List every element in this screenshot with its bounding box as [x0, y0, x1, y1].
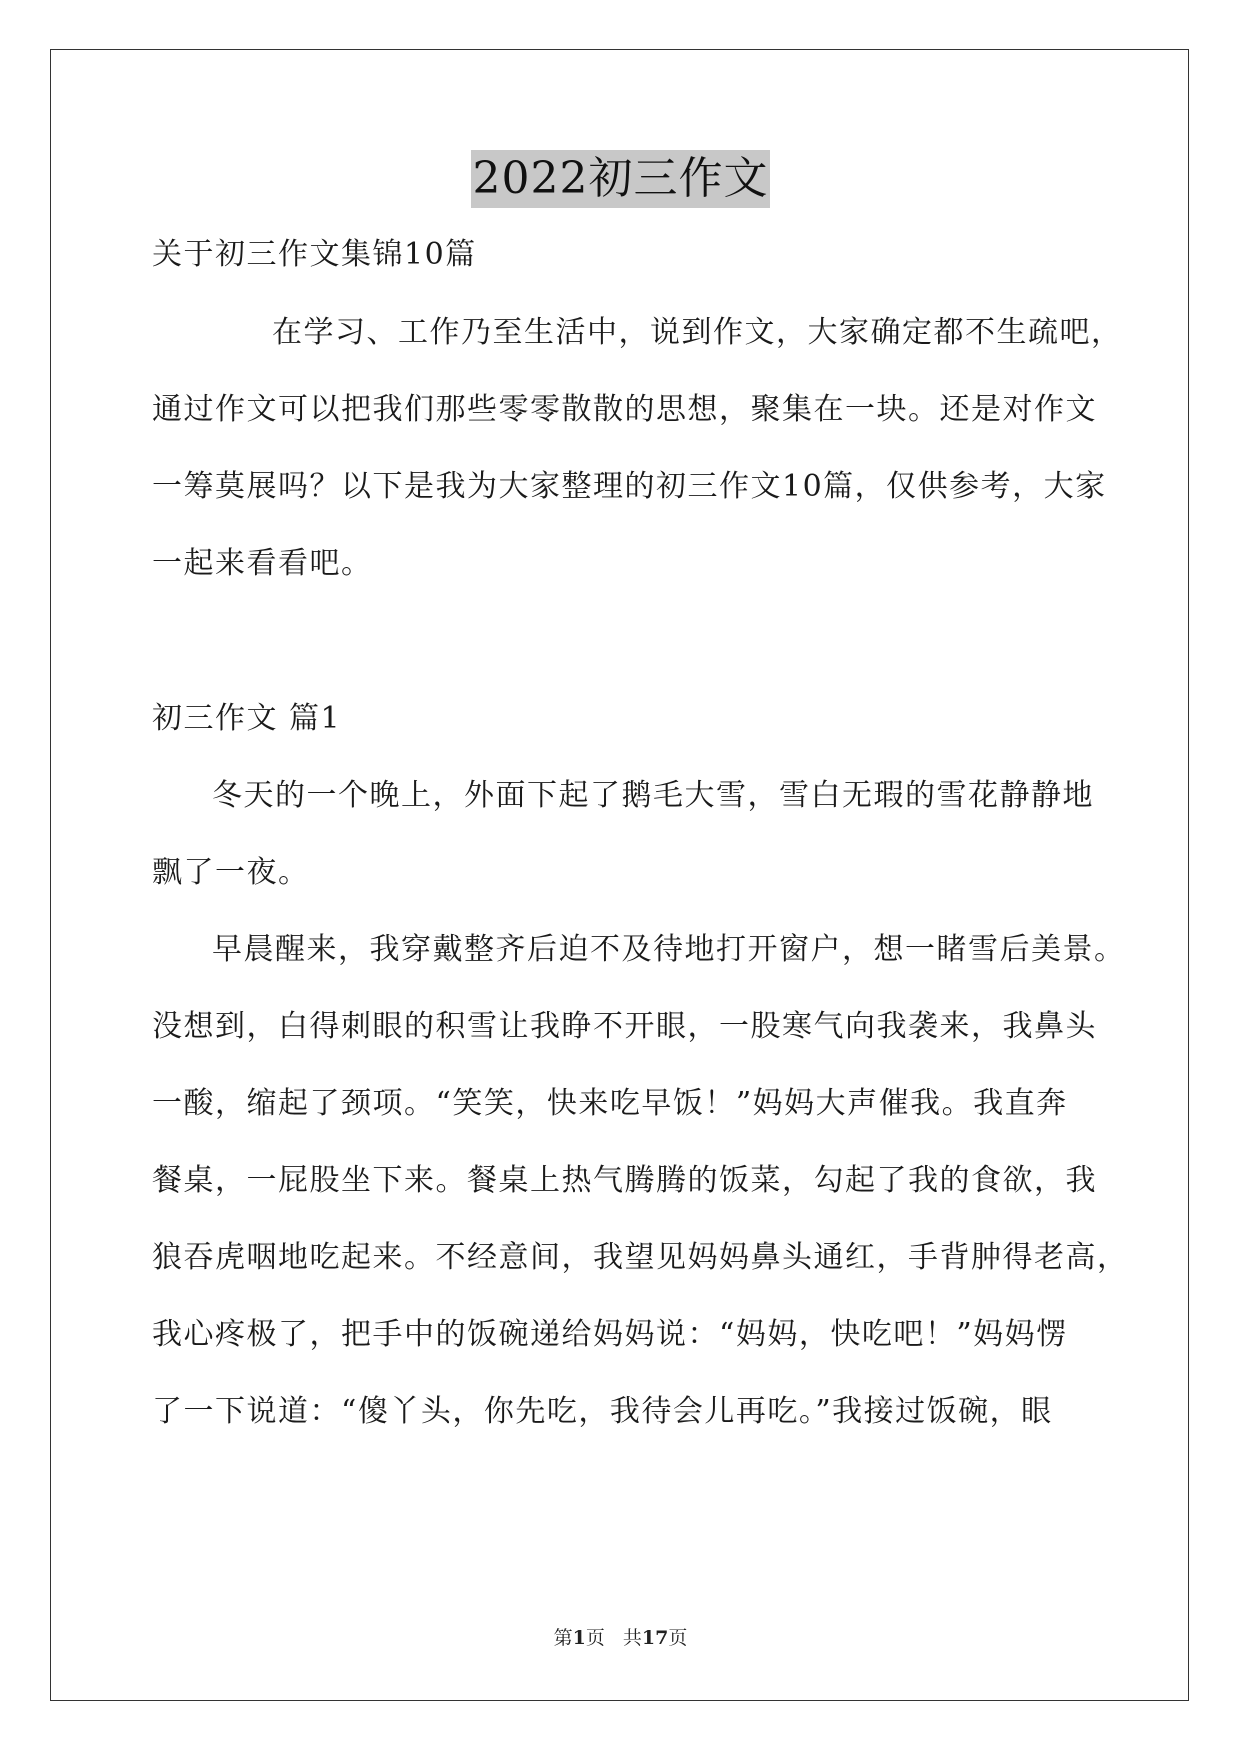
document-subtitle: 关于初三作文集锦10篇 [152, 237, 477, 272]
body-line-1: 冬天的一个晚上，外面下起了鹅毛大雪，雪白无瑕的雪花静静地 [212, 778, 1094, 813]
page-current: 1 [572, 1627, 586, 1649]
body-line-3: 早晨醒来，我穿戴整齐后迫不及待地打开窗户，想一睹雪后美景。 [212, 932, 1126, 967]
intro-line-1: 在学习、工作乃至生活中，说到作文，大家确定都不生疏吧， [272, 315, 1123, 350]
page-suffix: 页 [585, 1627, 605, 1649]
intro-line-4: 一起来看看吧。 [152, 546, 373, 581]
page-total: 17 [641, 1627, 669, 1649]
body-line-7: 狼吞虎咽地吃起来。不经意间，我望见妈妈鼻头通红，手背肿得老高， [152, 1240, 1129, 1275]
intro-line-3: 一筹莫展吗？以下是我为大家整理的初三作文10篇，仅供参考，大家 [152, 469, 1107, 504]
total-suffix: 页 [668, 1627, 688, 1649]
body-line-4: 没想到，白得刺眼的积雪让我睁不开眼，一股寒气向我袭来，我鼻头 [152, 1009, 1097, 1044]
page-footer [0, 1626, 1241, 1650]
title-container [0, 150, 1241, 208]
body-line-6: 餐桌，一屁股坐下来。餐桌上热气腾腾的饭菜，勾起了我的食欲，我 [152, 1163, 1097, 1198]
intro-line-2: 通过作文可以把我们那些零零散散的思想，聚集在一块。还是对作文 [152, 392, 1097, 427]
body-line-2: 飘了一夜。 [152, 855, 310, 890]
page-prefix: 第 [553, 1627, 573, 1649]
body-line-8: 我心疼极了，把手中的饭碗递给妈妈说：“妈妈，快吃吧！”妈妈愣 [152, 1317, 1068, 1352]
total-prefix: 共 [622, 1627, 642, 1649]
section-heading: 初三作文 篇1 [152, 701, 342, 736]
document-title: 2022初三作文 [471, 150, 771, 208]
body-line-9: 了一下说道：“傻丫头，你先吃，我待会儿再吃。”我接过饭碗，眼 [152, 1394, 1053, 1429]
body-line-5: 一酸，缩起了颈项。“笑笑，快来吃早饭！”妈妈大声催我。我直奔 [152, 1086, 1068, 1121]
